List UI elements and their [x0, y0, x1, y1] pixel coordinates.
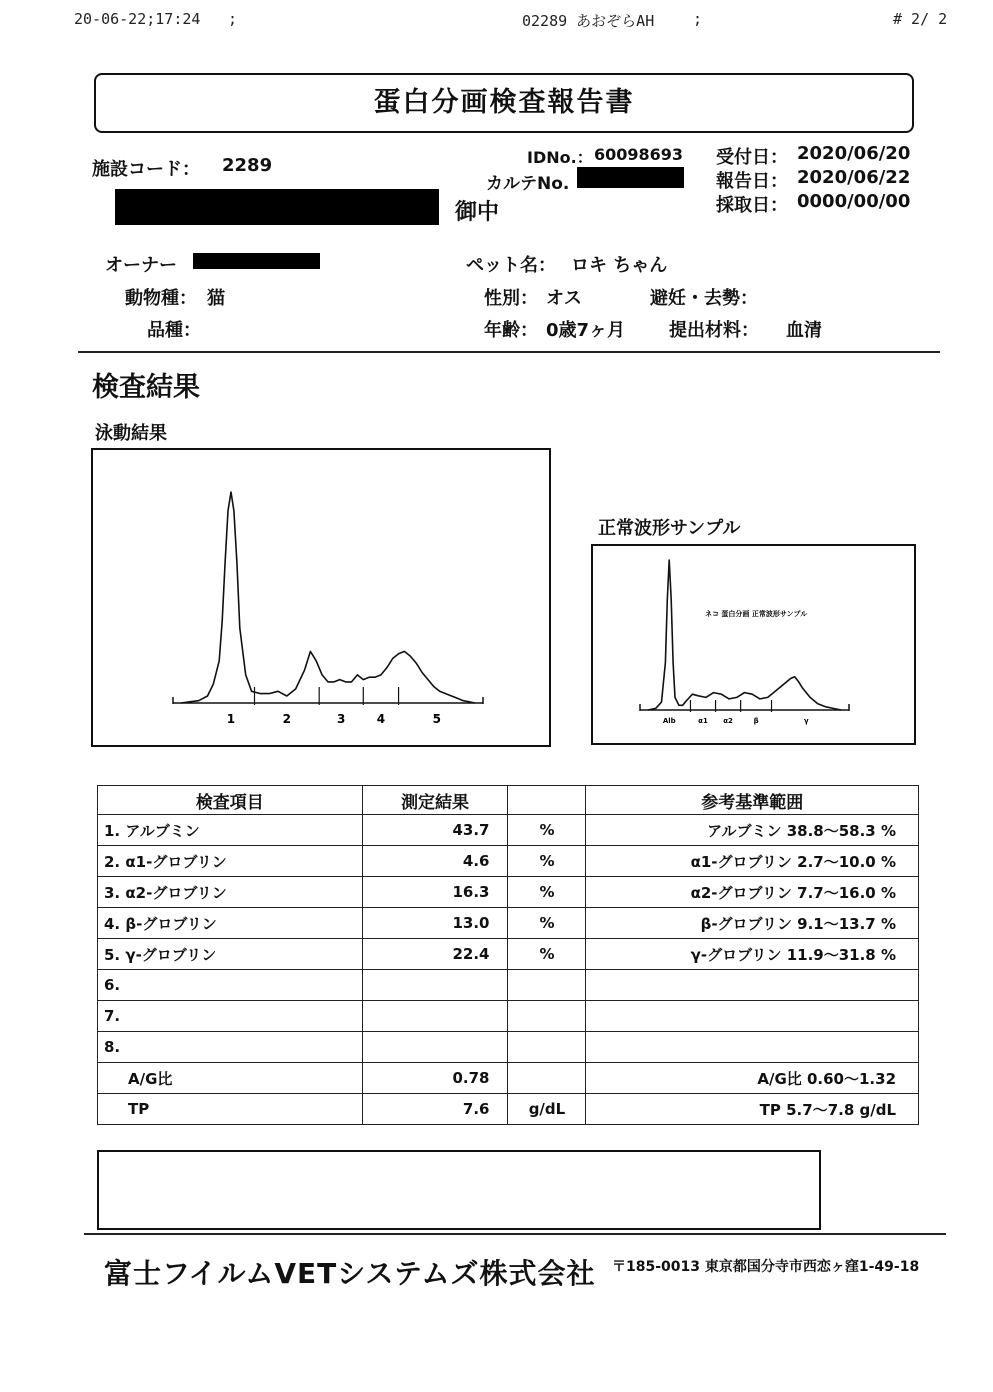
header-unit [508, 786, 586, 815]
report-title-box [94, 73, 914, 133]
chart-fraction-label: 2 [282, 712, 292, 726]
electrophoresis-chart-svg [93, 450, 549, 745]
fax-page-number: # 2/ 2 [893, 10, 948, 28]
row-reference [586, 1001, 919, 1032]
row-value: 7.6 [362, 1094, 508, 1125]
received-date: 2020/06/20 [797, 143, 911, 164]
facility-code: 2289 [222, 155, 273, 176]
row-unit [508, 970, 586, 1001]
report-date-label: 報告日： [716, 171, 788, 192]
table-row [98, 877, 919, 908]
row-item: TP [98, 1094, 363, 1125]
facility-code-label: 施設コード： [92, 159, 200, 180]
row-item: 2. α1-グロブリン [98, 846, 363, 877]
row-item: 6. [98, 970, 363, 1001]
normal-sample-label: 正常波形サンプル [598, 518, 741, 539]
table-row [98, 1063, 919, 1094]
chart-fraction-label: 3 [337, 712, 346, 726]
header-reference: 参考基準範囲 [586, 786, 919, 815]
pet-name-label: ペット名： [466, 255, 556, 276]
fax-separator: ; [228, 10, 238, 28]
fax-separator: ; [693, 10, 703, 28]
material-label: 提出材料： [669, 320, 759, 341]
row-item: A/G比 [98, 1063, 363, 1094]
redacted-chart-number [577, 167, 684, 188]
row-value [362, 970, 508, 1001]
row-item: 8. [98, 1032, 363, 1063]
row-reference: γ-グロブリン 11.9〜31.8 % [586, 939, 919, 970]
sex: オス [546, 288, 582, 309]
company-name: 富士フイルムVETシステムズ株式会社 [104, 1257, 596, 1290]
report-title: 蛋白分画検査報告書 [373, 87, 635, 118]
header-item: 検査項目 [98, 786, 363, 815]
table-row [98, 908, 919, 939]
row-unit: % [508, 908, 586, 939]
row-reference [586, 1032, 919, 1063]
age: 0歳7ヶ月 [546, 320, 626, 341]
material: 血清 [786, 320, 822, 341]
chart-fraction-label: 1 [226, 712, 236, 726]
table-row [98, 815, 919, 846]
row-unit: % [508, 846, 586, 877]
chart-fraction-label: α1 [698, 717, 708, 725]
row-unit [508, 1063, 586, 1094]
divider [78, 351, 940, 353]
id-label: IDNo.： [527, 148, 593, 167]
sex-label: 性別： [484, 288, 538, 309]
row-value: 43.7 [362, 815, 508, 846]
breed-label: 品種： [147, 320, 201, 341]
header-result: 測定結果 [362, 786, 508, 815]
table-row [98, 939, 919, 970]
chart-series-line [648, 560, 841, 710]
row-reference: アルブミン 38.8〜58.3 % [586, 815, 919, 846]
row-reference: A/G比 0.60〜1.32 [586, 1063, 919, 1094]
neuter-label: 避妊・去勢： [650, 288, 758, 309]
table-row [98, 1001, 919, 1032]
row-value [362, 1032, 508, 1063]
normal-sample-chart-svg [593, 546, 914, 743]
electrophoresis-chart [91, 448, 551, 747]
id-value: 60098693 [594, 145, 684, 164]
chart-fraction-label: Alb [662, 717, 676, 725]
pet-name: ロキ ちゃん [571, 255, 668, 276]
row-value: 16.3 [362, 877, 508, 908]
results-table [97, 785, 919, 1125]
section-title: 検査結果 [92, 372, 200, 403]
received-date-label: 受付日： [716, 147, 788, 168]
normal-sample-chart [591, 544, 916, 745]
row-value: 4.6 [362, 846, 508, 877]
chart-fraction-label: α2 [723, 717, 733, 725]
species-label: 動物種： [125, 288, 197, 309]
row-item: 4. β-グロブリン [98, 908, 363, 939]
row-item: 1. アルブミン [98, 815, 363, 846]
row-value: 22.4 [362, 939, 508, 970]
collection-date-label: 採取日： [716, 195, 788, 216]
row-value [362, 1001, 508, 1032]
fax-datetime: 20-06-22;17:24 [74, 10, 201, 28]
age-label: 年齢： [484, 320, 538, 341]
row-unit: % [508, 877, 586, 908]
table-row [98, 846, 919, 877]
row-item: 3. α2-グロブリン [98, 877, 363, 908]
recipient-suffix: 御中 [455, 200, 500, 225]
row-item: 7. [98, 1001, 363, 1032]
row-unit: % [508, 815, 586, 846]
chart-fraction-label: γ [803, 717, 809, 725]
chart-fraction-label: β [753, 717, 759, 725]
notes-box [97, 1150, 821, 1230]
fax-sender: 02289 あおぞらAH [522, 12, 655, 30]
chart-series-line [181, 492, 475, 703]
row-item: 5. γ-グロブリン [98, 939, 363, 970]
table-row [98, 1094, 919, 1125]
row-reference: α1-グロブリン 2.7〜10.0 % [586, 846, 919, 877]
row-reference: β-グロブリン 9.1〜13.7 % [586, 908, 919, 939]
normal-sample-caption: ネコ 蛋白分画 正常波形サンプル [705, 610, 808, 618]
collection-date: 0000/00/00 [797, 191, 911, 212]
table-header-row [98, 786, 919, 815]
row-unit [508, 1001, 586, 1032]
table-row [98, 1032, 919, 1063]
footer-divider [84, 1233, 946, 1235]
row-unit: % [508, 939, 586, 970]
chart-fraction-label: 4 [376, 712, 386, 726]
chart-fraction-label: 5 [432, 712, 441, 726]
species: 猫 [207, 288, 225, 309]
table-row [98, 970, 919, 1001]
row-reference [586, 970, 919, 1001]
chart-number-label: カルテNo. [486, 174, 570, 194]
row-value: 13.0 [362, 908, 508, 939]
owner-label: オーナー [105, 255, 177, 276]
row-reference: TP 5.7〜7.8 g/dL [586, 1094, 919, 1125]
redacted-recipient [115, 189, 439, 225]
redacted-owner-name [193, 253, 320, 269]
row-unit: g/dL [508, 1094, 586, 1125]
row-value: 0.78 [362, 1063, 508, 1094]
electrophoresis-label: 泳動結果 [95, 423, 167, 444]
row-unit [508, 1032, 586, 1063]
row-reference: α2-グロブリン 7.7〜16.0 % [586, 877, 919, 908]
report-date: 2020/06/22 [797, 167, 911, 188]
company-address: 〒185-0013 東京都国分寺市西恋ヶ窪1-49-18 [612, 1259, 920, 1275]
